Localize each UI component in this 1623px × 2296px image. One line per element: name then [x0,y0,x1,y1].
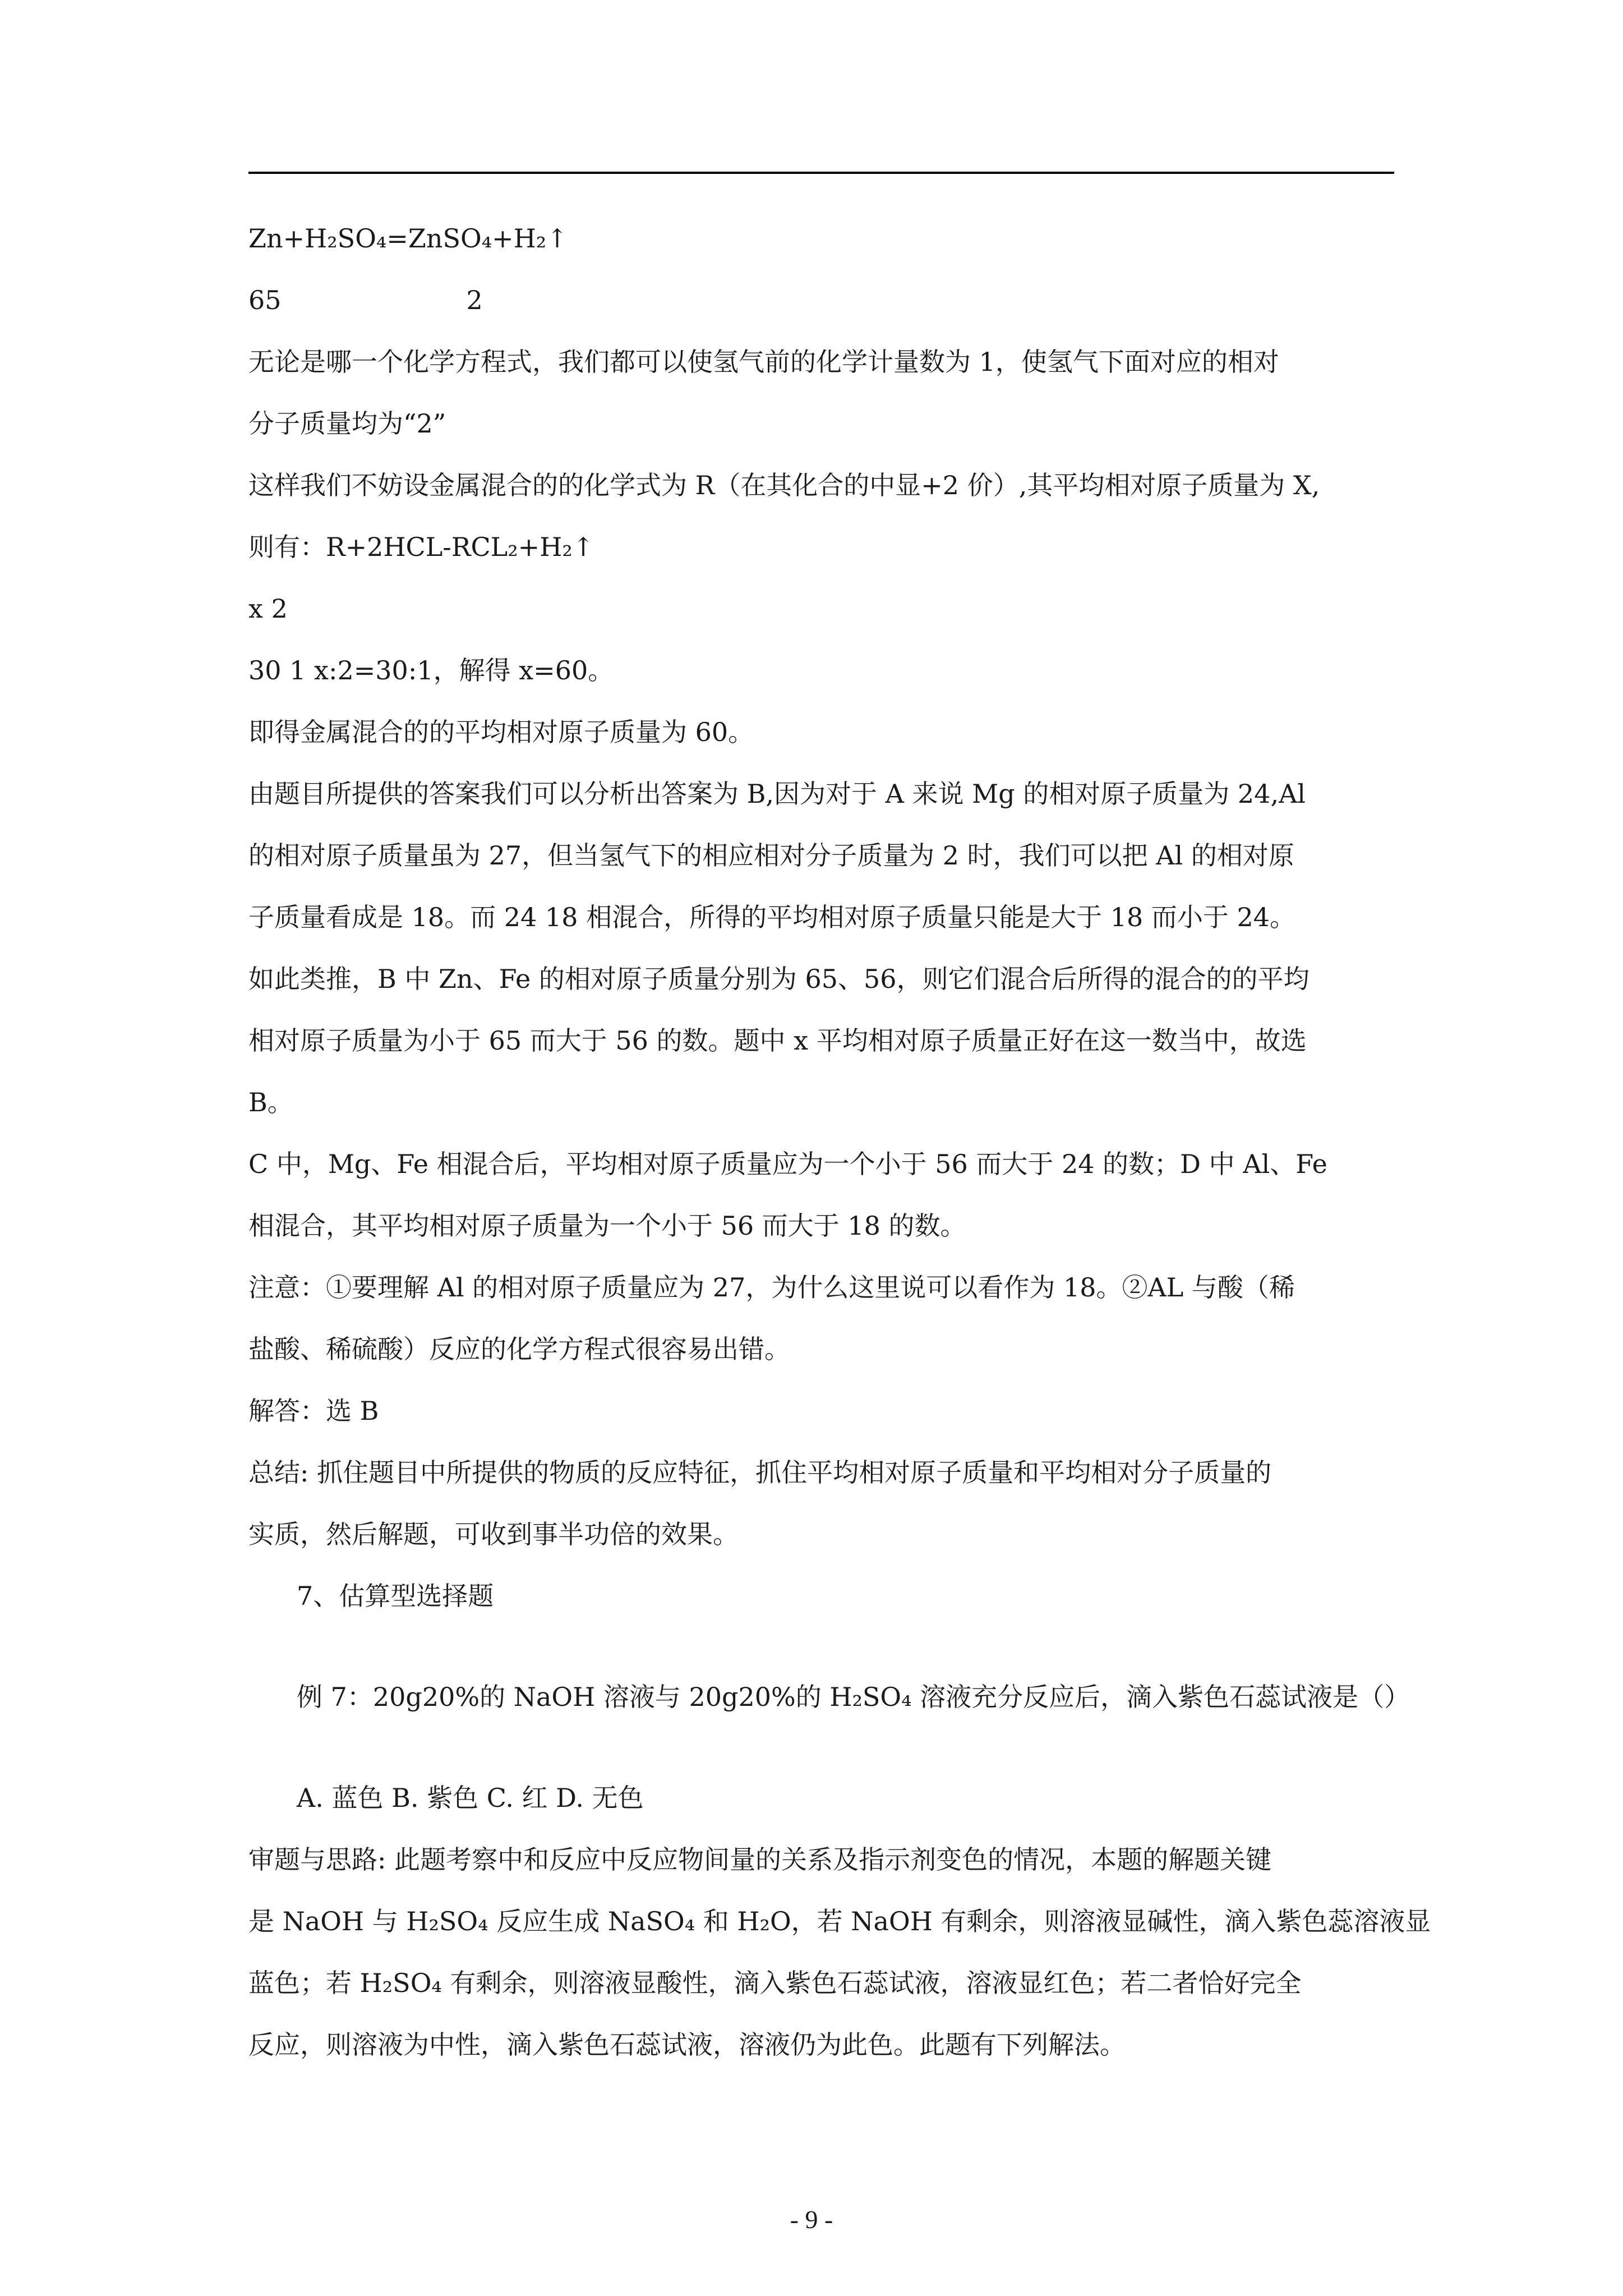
paragraph-line: C 中，Mg、Fe 相混合后，平均相对原子质量应为一个小于 56 而大于 24 的数；D 中 Al、Fe [248,1149,1327,1179]
note-line: 注意：①要理解 Al 的相对原子质量应为 27，为什么这里说可以看作为 18。②AL 与酸（稀 [248,1272,1295,1303]
equation-zn: Zn+H₂SO₄=ZnSO₄+H₂↑ [248,223,568,254]
answer-line: 解答：选 B [248,1396,379,1426]
paragraph-line: 分子质量均为“2” [248,408,446,439]
paragraph-line: B。 [248,1087,293,1117]
equation-r: 则有：R+2HCL-RCL₂+H₂↑ [248,532,594,562]
paragraph-line: 相混合，其平均相对原子质量为一个小于 56 而大于 18 的数。 [248,1211,966,1241]
section-heading: 7、估算型选择题 [297,1581,494,1611]
header-rule [248,172,1394,174]
page-body [248,208,1431,2076]
page-number: - 9 - [790,2205,833,2234]
example-question: 例 7：20g20%的 NaOH 溶液与 20g20%的 H₂SO₄ 溶液充分反应后，滴入紫色石蕊试液是（） [297,1682,1410,1712]
analysis-line: 蓝色；若 H₂SO₄ 有剩余，则溶液显酸性，滴入紫色石蕊试液，溶液显红色；若二者恰好完全 [248,1968,1302,1998]
equation-masses [248,269,1394,331]
paragraph-line: 相对原子质量为小于 65 而大于 56 的数。题中 x 平均相对原子质量正好在这一数当中，故选 [248,1025,1307,1056]
paragraph-line: 30 1 x:2=30:1，解得 x=60。 [248,655,614,685]
note-line: 盐酸、稀硫酸）反应的化学方程式很容易出错。 [248,1334,790,1364]
paragraph-line: 这样我们不妨设金属混合的的化学式为 R（在其化合的中显+2 价）,其平均相对原子质量为 X, [248,470,1320,500]
summary-line: 总结: 抓住题目中所提供的物质的反应特征，抓住平均相对原子质量和平均相对分子质量的 [248,1457,1272,1488]
analysis-line: 审题与思路: 此题考察中和反应中反应物间量的关系及指示剂变色的情况，本题的解题关键 [248,1844,1272,1875]
paragraph-line: 由题目所提供的答案我们可以分析出答案为 B,因为对于 A 来说 Mg 的相对原子质量为 24,Al [248,779,1306,809]
answer-options: A. 蓝色 B. 紫色 C. 红 D. 无色 [297,1783,644,1813]
paragraph-line: 即得金属混合的的平均相对原子质量为 60。 [248,717,754,747]
mass-h2: 2 [466,285,483,315]
paragraph-line: x 2 [248,593,288,624]
analysis-line: 是 NaOH 与 H₂SO₄ 反应生成 NaSO₄ 和 H₂O，若 NaOH 有剩余，则溶液显碱性，滴入紫色蕊溶液显 [248,1906,1431,1936]
mass-zn: 65 [248,285,282,315]
paragraph-line: 无论是哪一个化学方程式，我们都可以使氢气前的化学计量数为 1，使氢气下面对应的相对 [248,347,1279,377]
analysis-line: 反应，则溶液为中性，滴入紫色石蕊试液，溶液仍为此色。此题有下列解法。 [248,2030,1126,2060]
paragraph-line: 的相对原子质量虽为 27，但当氢气下的相应相对分子质量为 2 时，我们可以把 Al 的相对原 [248,840,1294,871]
summary-line: 实质，然后解题，可收到事半功倍的效果。 [248,1519,739,1549]
paragraph-line: 如此类推，B 中 Zn、Fe 的相对原子质量分别为 65、56，则它们混合后所得的混合的的平均 [248,964,1310,994]
paragraph-line: 子质量看成是 18。而 24 18 相混合，所得的平均相对原子质量只能是大于 18 而小于 24。 [248,902,1296,932]
